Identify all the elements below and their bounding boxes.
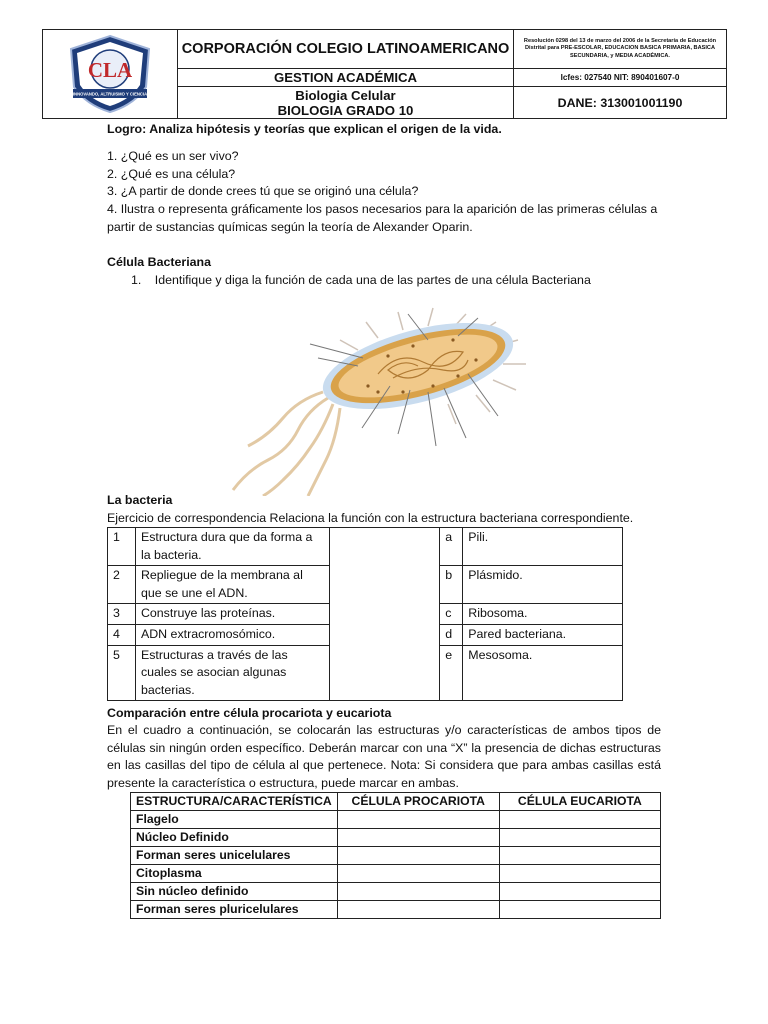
question-3: 3. ¿A partir de donde crees tú que se originó una célula?	[107, 184, 419, 199]
comparison-header-row	[131, 793, 661, 811]
answer-column[interactable]	[329, 528, 440, 701]
row-letter: b	[440, 566, 463, 604]
table-row	[131, 847, 661, 865]
question-4-continued: partir de sustancias químicas según la teoría de Alexander Oparin.	[107, 219, 473, 234]
question-list	[107, 148, 667, 237]
flagella	[233, 392, 340, 496]
table-row	[131, 829, 661, 847]
row-description: Construye las proteínas.	[135, 604, 329, 625]
subject-name: Biologia Celular	[295, 87, 396, 103]
table-row	[131, 883, 661, 901]
resolution-text: Resolución 0298 del 13 de marzo del 2006 de la Secretaría de Educación Distrital para PRE-ESCOLAR, EDUCACION BASICA PRIMARIA, BASICA SECUNDARIA, y MEDIA ACADÉMICA.	[513, 30, 726, 68]
question-2: 2. ¿Qué es una célula?	[107, 166, 236, 181]
header-eucariota: CÉLULA EUCARIOTA	[499, 793, 660, 811]
feature-label: Núcleo Definido	[131, 829, 338, 847]
procariota-cell[interactable]	[337, 829, 499, 847]
feature-label: Forman seres pluricelulares	[131, 901, 338, 919]
matching-table	[107, 527, 623, 701]
row-letter: e	[440, 645, 463, 701]
department-name: GESTION ACADÉMICA	[177, 69, 513, 86]
eucariota-cell[interactable]	[499, 883, 660, 901]
institution-name: CORPORACIÓN COLEGIO LATINOAMERICANO	[177, 30, 513, 68]
subject-block	[177, 87, 513, 118]
logo-cell	[43, 30, 177, 118]
row-term: Plásmido.	[463, 566, 623, 604]
bacteria-instruction: Ejercicio de correspondencia Relaciona la función con la estructura bacteriana correspondiente.	[107, 511, 634, 525]
logo-initials: CLA	[87, 58, 133, 82]
table-row	[131, 865, 661, 883]
eucariota-cell[interactable]	[499, 847, 660, 865]
question-4: 4. Ilustra o representa gráficamente los pasos necesarios para la aparición de las primeras células a	[107, 202, 658, 217]
bacterial-item	[131, 272, 591, 290]
procariota-cell[interactable]	[337, 901, 499, 919]
row-number: 2	[108, 566, 136, 604]
grade-name: BIOLOGIA GRADO 10	[277, 102, 414, 118]
feature-label: Citoplasma	[131, 865, 338, 883]
logro: Logro: Analiza hipótesis y teorías que explican el origen de la vida.	[107, 122, 502, 136]
logo-motto: INNOVANDO, ALTRUISMO Y CIENCIA	[72, 91, 148, 97]
row-term: Mesosoma.	[463, 645, 623, 701]
eucariota-cell[interactable]	[499, 901, 660, 919]
eucariota-cell[interactable]	[499, 811, 660, 829]
table-row	[131, 811, 661, 829]
icfes-nit: Icfes: 027540 NIT: 890401607-0	[513, 69, 726, 86]
header-structure: ESTRUCTURA/CARACTERÍSTICA	[131, 793, 338, 811]
eucariota-cell[interactable]	[499, 829, 660, 847]
row-letter: d	[440, 624, 463, 645]
row-term: Pared bacteriana.	[463, 624, 623, 645]
feature-label: Flagelo	[131, 811, 338, 829]
row-description: ADN extracromosómico.	[135, 624, 329, 645]
row-term: Ribosoma.	[463, 604, 623, 625]
document-header	[42, 29, 727, 119]
dane-code: DANE: 313001001190	[513, 87, 726, 118]
procariota-cell[interactable]	[337, 847, 499, 865]
comparison-paragraph: En el cuadro a continuación, se colocarán las estructuras y/o características de ambos tipos de células sin ningún orden específico. Deberán marcar con una “X” la presencia de dichas estructuras en las casillas del tipo de célula al que pertenece. Nota: Si considera que para ambas casillas está presente la característica o estructura, puede marcar en ambas.	[107, 723, 661, 791]
row-number: 3	[108, 604, 136, 625]
bacterial-section-title: Célula Bacteriana	[107, 255, 211, 269]
procariota-cell[interactable]	[337, 883, 499, 901]
row-description: Repliegue de la membrana al que se une el ADN.	[135, 566, 329, 604]
bacteria-section-title: La bacteria	[107, 493, 173, 507]
school-logo	[64, 33, 156, 115]
table-row	[131, 901, 661, 919]
row-number: 4	[108, 624, 136, 645]
row-number: 1	[108, 528, 136, 566]
bacterial-cell-illustration	[228, 300, 540, 496]
row-description: Estructura dura que da forma a la bacteria.	[135, 528, 329, 566]
header-procariota: CÉLULA PROCARIOTA	[337, 793, 499, 811]
comparison-title: Comparación entre célula procariota y eucariota	[107, 706, 392, 720]
procariota-cell[interactable]	[337, 811, 499, 829]
row-description: Estructuras a través de las cuales se asocian algunas bacterias.	[135, 645, 329, 701]
procariota-cell[interactable]	[337, 865, 499, 883]
table-row	[108, 528, 623, 566]
question-1: 1. ¿Qué es un ser vivo?	[107, 149, 239, 163]
feature-label: Forman seres unicelulares	[131, 847, 338, 865]
bacterial-item-number: 1.	[131, 273, 142, 287]
row-letter: c	[440, 604, 463, 625]
row-term: Pili.	[463, 528, 623, 566]
eucariota-cell[interactable]	[499, 865, 660, 883]
comparison-table	[130, 792, 661, 919]
row-number: 5	[108, 645, 136, 701]
feature-label: Sin núcleo definido	[131, 883, 338, 901]
bacterial-item-text: Identifique y diga la función de cada una de las partes de una célula Bacteriana	[154, 273, 591, 287]
row-letter: a	[440, 528, 463, 566]
